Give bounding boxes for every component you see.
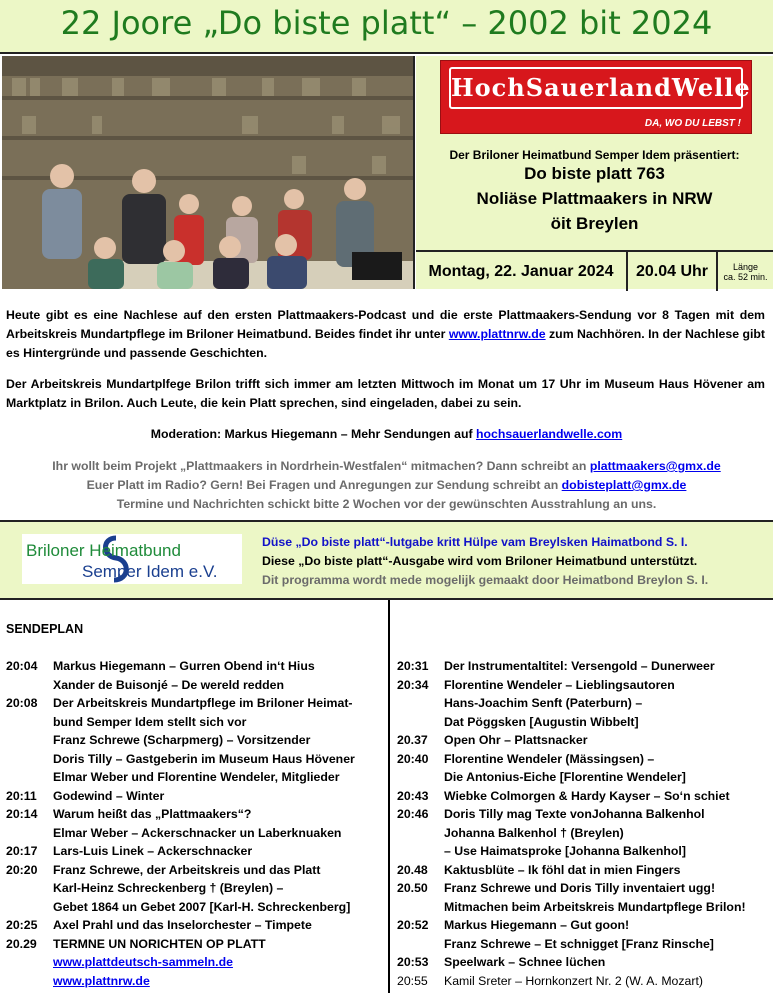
broadcast-date-row <box>416 250 773 291</box>
intro-paragraph-2: Der Arbeitskreis Mundartplfege Brilon trifft sich immer am letzten Mittwoch im Monat um 17 Uhr im Museum Haus Hövener am Marktplatz in Brilon. Auch Leute, die kein Platt sprechen, sind eingeladen, dabei zu sein. <box>6 377 765 410</box>
schedule-item-text: Wiebke Colmorgen & Hardy Kayser – So‘n schiet <box>444 788 730 803</box>
schedule-item-text: Doris Tilly – Gastgeberin im Museum Haus Hövener <box>53 751 355 766</box>
schedule-time: 20:14 <box>6 807 38 821</box>
length-value: ca. 52 min. <box>723 271 768 282</box>
schedule-item-text: Godewind – Winter <box>53 788 165 803</box>
schedule-time: 20:46 <box>397 807 429 821</box>
schedule-item-text: Gebet 1864 un Gebet 2007 [Karl-H. Schreckenberg] <box>53 899 351 914</box>
schedule-time: 20:43 <box>397 788 429 803</box>
schedule-item-text: Franz Schrewe und Doris Tilly inventaiert ugg! <box>444 881 716 895</box>
schedule-time: 20:08 <box>6 696 38 710</box>
schedule-time: 20:04 <box>6 659 38 673</box>
sponsor-line-german: Diese „Do biste platt“-Ausgabe wird vom Briloner Heimatbund unterstützt. <box>262 554 698 568</box>
sponsor-line-dutch: Dit programma wordt mede mogelijk gemaakt door Heimatbond Breylon S. I. <box>262 573 709 587</box>
schedule-entry <box>397 787 773 806</box>
sponsor-band <box>0 520 773 600</box>
schedule-item-text: Lars-Luis Linek – Ackerschnacker <box>53 844 253 858</box>
schedule-item-text: Franz Schrewe – Et schnigget [Franz Rinsche] <box>444 936 714 951</box>
schedule-divider <box>388 600 390 993</box>
heimatbund-logo <box>22 534 242 584</box>
schedule-time: 20:11 <box>6 788 37 803</box>
station-logo <box>440 60 752 134</box>
schedule-entry <box>6 694 386 787</box>
group-photo <box>2 56 415 289</box>
schedule-item-text: Elmar Weber und Florentine Wendeler, Mitglieder <box>53 770 340 784</box>
schedule-entry <box>397 657 773 676</box>
schedule-item-text: Markus Hiegemann – Gut goon! <box>444 918 630 932</box>
schedule-item-text: Der Instrumentaltitel: Versengold – Dunerweer <box>444 659 715 673</box>
schedule-time: 20.48 <box>397 862 428 877</box>
show-subtitle: öit Breylen <box>550 214 639 233</box>
broadcast-time: 20.04 Uhr <box>628 252 718 291</box>
schedule-time: 20:25 <box>6 918 38 932</box>
schedule-item-text: Dat Pöggsken [Augustin Wibbelt] <box>444 714 639 729</box>
schedule-item-text: bund Semper Idem stellt sich vor <box>53 714 247 729</box>
schedule-item-text: Karl-Heinz Schreckenberg † (Breylen) – <box>53 881 284 895</box>
schedule-item-text: Die Antonius-Eiche [Florentine Wendeler] <box>444 770 686 784</box>
schedule-time: 20:17 <box>6 844 38 858</box>
show-number: Do biste platt 763 <box>524 164 665 183</box>
schedule-entry <box>6 916 386 935</box>
station-slogan: DA, WO DU LEBST ! <box>644 118 741 129</box>
schedule-entry <box>397 861 773 880</box>
schedule-entry <box>6 842 386 861</box>
schedule-entry <box>6 805 386 842</box>
schedule-entry <box>397 879 773 916</box>
schedule-item-text: Elmar Weber – Ackerschnacker un Laberknuaken <box>53 825 342 840</box>
schedule-time: 20:40 <box>397 751 429 766</box>
schedule-item-text: Doris Tilly mag Texte vonJohanna Balkenhol <box>444 807 705 821</box>
intro-paragraph-1: Heute gibt es eine Nachlese auf den ersten Plattmaakers-Podcast und die erste Plattmaakers-Sendung vor 8 Tagen mit dem Arbeitskreis Mundartpflege im Briloner Heimatbund. Beides findet ihr unter www.plattnrw.de zum Nachhören. In der Nachlese gibt es Hintergründe und passende Geschichten. <box>6 308 765 360</box>
schedule-time: 20.37 <box>397 733 428 747</box>
schedule-item-text: Mitmachen beim Arbeitskreis Mundartpflege Brilon! <box>444 899 746 914</box>
schedule-entry <box>6 935 386 991</box>
page-title: 22 Joore „Do biste platt“ – 2002 bit 2024 <box>60 4 713 42</box>
schedule-time: 20.50 <box>397 881 428 895</box>
schedule-time: 20:34 <box>397 677 429 692</box>
schedule-entry <box>397 953 773 972</box>
schedule-item-text: Franz Schrewe, der Arbeitskreis und das Platt <box>53 862 321 877</box>
schedule-time: 20:20 <box>6 862 38 877</box>
schedule-entry <box>397 916 773 953</box>
schedule-item-text: Kaktusblüte – Ik föhl dat in mien Fingers <box>444 862 681 877</box>
contact-line-3: Termine und Nachrichten schickt bitte 2 Wochen vor der gewünschten Ausstrahlung an uns. <box>116 497 657 511</box>
schedule-item-text: Open Ohr – Plattsnacker <box>444 733 588 747</box>
group-photo-image <box>2 56 413 289</box>
schedule-item-text: Axel Prahl und das Inselorchester – Timpete <box>53 918 312 932</box>
station-logo-text: HochSauerlandWelle <box>451 73 751 102</box>
schedule-item-text: Johanna Balkenhol † (Breylen) <box>444 825 624 840</box>
schedule-link[interactable]: www.plattnrw.de <box>53 973 150 988</box>
schedule-entry <box>6 787 386 806</box>
schedule-time: 20:31 <box>397 659 429 673</box>
schedule-item-text: Franz Schrewe (Scharpmerg) – Vorsitzender <box>53 733 311 747</box>
schedule-entry <box>6 861 386 917</box>
schedule-item-text: Florentine Wendeler (Mässingsen) – <box>444 751 655 766</box>
plattmaakers-email-link[interactable]: plattmaakers@gmx.de <box>589 459 721 473</box>
sponsor-line-platt: Düse „Do biste platt“-lutgabe kritt Hülpe vam Breylsken Haimatbond S. I. <box>262 535 688 549</box>
schedule-time: 20:53 <box>397 955 429 969</box>
dobisteplatt-email-link[interactable]: dobisteplatt@gmx.de <box>561 478 687 492</box>
hochsauerlandwelle-link[interactable]: hochsauerlandwelle.com <box>475 427 623 441</box>
schedule-item-text: Der Arbeitskreis Mundartpflege im Briloner Heimat- <box>53 696 353 710</box>
schedule-entry <box>397 676 773 732</box>
schedule-link[interactable]: www.plattdeutsch-sammeln.de <box>53 955 233 969</box>
schedule-item-text: Speelwark – Schnee lüchen <box>444 955 606 969</box>
schedule-entry <box>397 805 773 861</box>
schedule-time: 20:52 <box>397 918 429 932</box>
schedule-item-text: TERMNE UN NORICHTEN OP PLATT <box>53 936 266 951</box>
schedule-entry <box>397 731 773 750</box>
schedule-item-text: – Use Haimatsproke [Johanna Balkenhol] <box>444 844 686 858</box>
schedule-time: 20:55 <box>397 973 428 988</box>
broadcast-date: Montag, 22. Januar 2024 <box>416 252 628 291</box>
broadcast-length <box>718 252 773 291</box>
schedule-time: 20.29 <box>6 936 37 951</box>
presenter-line: Der Briloner Heimatbund Semper Idem präsentiert: <box>449 148 740 162</box>
schedule-item-text: Florentine Wendeler – Lieblingsautoren <box>444 677 675 692</box>
length-label: Länge <box>732 261 759 272</box>
heimatbund-logo-line1: Briloner Heimatbund <box>26 541 181 560</box>
schedule-entry <box>397 972 773 991</box>
schedule-entry <box>397 750 773 787</box>
contact-line-2: Euer Platt im Radio? Gern! Bei Fragen und Anregungen zur Sendung schreibt an dobisteplatt@gmx.de <box>86 478 687 492</box>
schedule-item-text: Warum heißt das „Plattmaakers“? <box>53 807 252 821</box>
title-banner <box>0 0 773 54</box>
plattnrw-link[interactable]: www.plattnrw.de <box>448 327 546 341</box>
schedule-item-text: Markus Hiegemann – Gurren Obend in‘t Hius <box>53 659 315 673</box>
schedule-item-text: Xander de Buisonjé – De wereld redden <box>53 677 284 692</box>
schedule-item-text: Hans-Joachim Senft (Paterburn) – <box>444 696 643 710</box>
show-title: Noliäse Plattmaakers in NRW <box>476 189 713 208</box>
moderation-line: Moderation: Markus Hiegemann – Mehr Sendungen auf hochsauerlandwelle.com <box>150 427 623 441</box>
schedule-entry <box>6 657 386 694</box>
schedule-title: SENDEPLAN <box>6 622 84 636</box>
schedule-item-text: Kamil Sreter – Hornkonzert Nr. 2 (W. A. Mozart) <box>444 973 703 988</box>
contact-line-1: Ihr wollt beim Projekt „Plattmaakers in Nordrhein-Westfalen“ mitmachen? Dann schreibt an plattmaakers@gmx.de <box>52 459 721 473</box>
heimatbund-logo-line2: Semper Idem e.V. <box>82 562 218 581</box>
